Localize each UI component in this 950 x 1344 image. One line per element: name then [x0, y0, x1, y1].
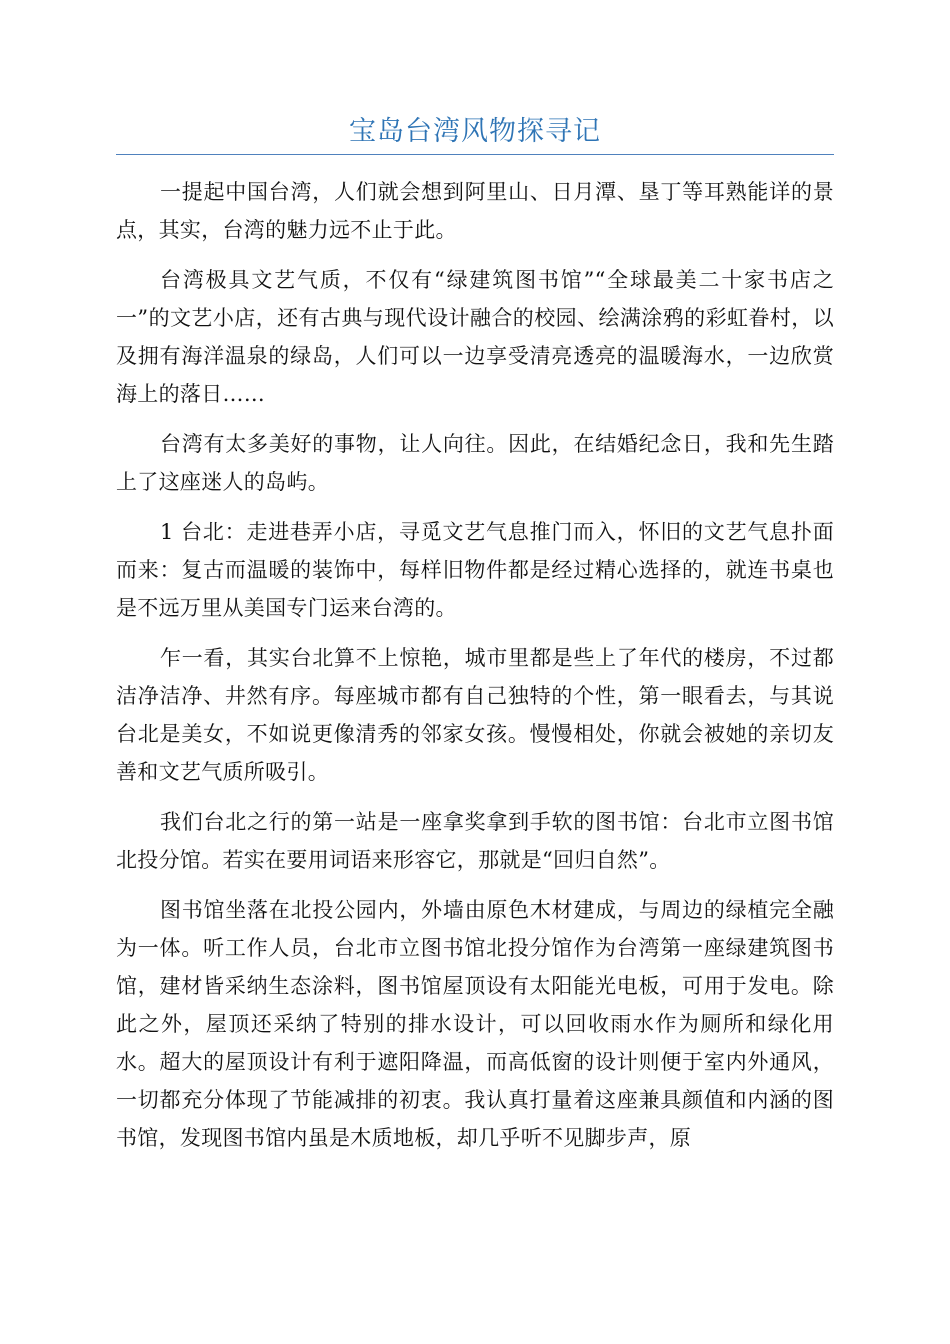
paragraph-7: 图书馆坐落在北投公园内，外墙由原色木材建成，与周边的绿植完全融为一体。听工作人员，台北市立图书馆北投分馆作为台湾第一座绿建筑图书馆，建材皆采纳生态涂料，图书馆屋顶设有太阳能光电板，可用于发电。除此之外，屋顶还采纳了特别的排水设计，可以回收雨水作为厕所和绿化用水。超大的屋顶设计有利于遮阳降温，而高低窗的设计则便于室内外通风，一切都充分体现了节能减排的初衷。我认真打量着这座兼具颜值和内涵的图书馆，发现图书馆内虽是木质地板，却几乎听不见脚步声，原 [116, 898, 834, 1150]
document-title: 宝岛台湾风物探寻记 [349, 116, 601, 147]
paragraph-2: 台湾极具文艺气质，不仅有“绿建筑图书馆”“全球最美二十家书店之一”的文艺小店，还有古典与现代设计融合的校园、绘满涂鸦的彩虹眷村，以及拥有海洋温泉的绿岛，人们可以一边享受清亮透亮的温暖海水，一边欣赏海上的落日…… [116, 268, 834, 406]
title-underline [116, 154, 834, 155]
paragraph-4: 1 台北：走进巷弄小店，寻觅文艺气息推门而入，怀旧的文艺气息扑面而来：复古而温暖的装饰中，每样旧物件都是经过精心选择的，就连书桌也是不远万里从美国专门运来台湾的。 [116, 520, 834, 620]
paragraph-3: 台湾有太多美好的事物，让人向往。因此，在结婚纪念日，我和先生踏上了这座迷人的岛屿。 [116, 432, 834, 494]
paragraph-1: 一提起中国台湾，人们就会想到阿里山、日月潭、垦丁等耳熟能详的景点，其实，台湾的魅力远不止于此。 [116, 180, 834, 242]
document-body [116, 173, 834, 1169]
paragraph-5: 乍一看，其实台北算不上惊艳，城市里都是些上了年代的楼房，不过都洁净洁净、井然有序。每座城市都有自己独特的个性，第一眼看去，与其说台北是美女，不如说更像清秀的邻家女孩。慢慢相处，你就会被她的亲切友善和文艺气质所吸引。 [116, 646, 834, 784]
paragraph-6: 我们台北之行的第一站是一座拿奖拿到手软的图书馆：台北市立图书馆北投分馆。若实在要用词语来形容它，那就是“回归自然”。 [116, 810, 834, 872]
